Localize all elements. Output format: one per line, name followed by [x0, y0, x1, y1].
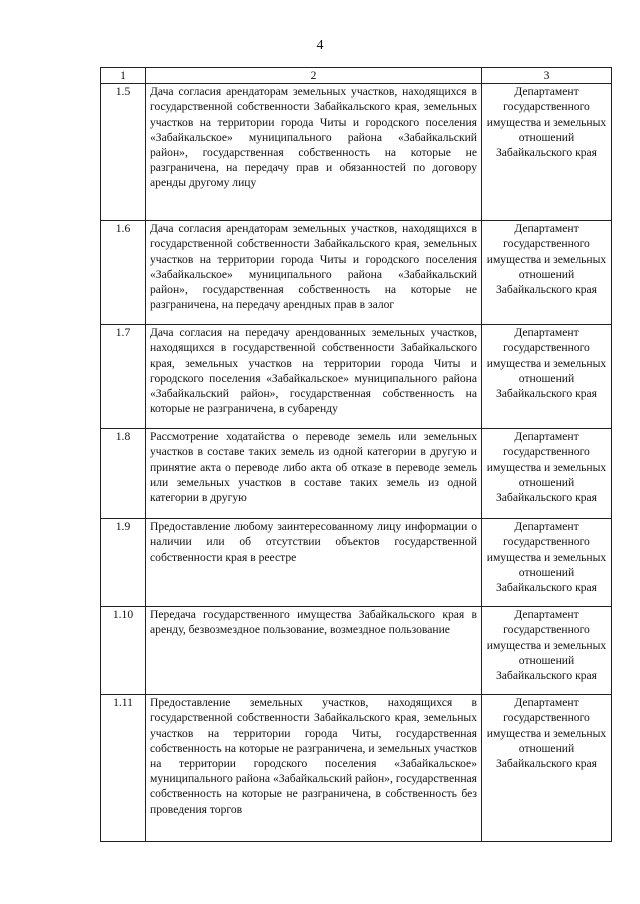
header-col-2: 2 [146, 68, 482, 84]
service-description: Дача согласия на передачу арендованных земельных участков, находящихся в государственной собственности Забайкальского края, земельных участков на территории города Читы и городского поселения «Забайкальское» муниципального района «Забайкальский район», государственная собственность на которые не разграничена, в субаренду [146, 325, 482, 429]
row-number: 1.9 [101, 519, 146, 607]
responsible-department: Департамент государственного имущества и земельных отношений Забайкальского края [482, 84, 612, 221]
service-description: Предоставление любому заинтересованному лицу информации о наличии или об отсутствии объектов государственной собственности края в реестре [146, 519, 482, 607]
row-number: 1.7 [101, 325, 146, 429]
services-table [100, 67, 612, 842]
responsible-department: Департамент государственного имущества и земельных отношений Забайкальского края [482, 695, 612, 842]
table-row [101, 221, 612, 325]
table-row [101, 84, 612, 221]
row-number: 1.11 [101, 695, 146, 842]
row-number: 1.5 [101, 84, 146, 221]
table-row [101, 695, 612, 842]
responsible-department: Департамент государственного имущества и земельных отношений Забайкальского края [482, 429, 612, 519]
service-description: Предоставление земельных участков, находящихся в государственной собственности Забайкальского края, земельных участков на территории города Читы, государственная собственность на которые не разграничена, и земельных участков на территории городского поселения «Забайкальское» муниципального района «Забайкальский район», государственная собственность на которые не разграничена, в собственность без проведения торгов [146, 695, 482, 842]
service-description: Дача согласия арендаторам земельных участков, находящихся в государственной собственности Забайкальского края, земельных участков на территории города Читы и городского поселения «Забайкальское» муниципального района «Забайкальский район», государственная собственность на которые не разграничена, на передачу арендных прав в залог [146, 221, 482, 325]
row-number: 1.10 [101, 607, 146, 695]
responsible-department: Департамент государственного имущества и земельных отношений Забайкальского края [482, 221, 612, 325]
page-number: 4 [316, 38, 324, 53]
header-col-3: 3 [482, 68, 612, 84]
responsible-department: Департамент государственного имущества и земельных отношений Забайкальского края [482, 325, 612, 429]
table-header-row [101, 68, 612, 84]
table-row [101, 607, 612, 695]
row-number: 1.6 [101, 221, 146, 325]
table-row [101, 519, 612, 607]
service-description: Передача государственного имущества Забайкальского края в аренду, безвозмездное пользование, возмездное пользование [146, 607, 482, 695]
row-number: 1.8 [101, 429, 146, 519]
service-description: Рассмотрение ходатайства о переводе земель или земельных участков в составе таких земель из одной категории в другую и принятие акта о переводе либо акта об отказе в переводе земель или земельных участков в составе таких земель из одной категории в другую [146, 429, 482, 519]
responsible-department: Департамент государственного имущества и земельных отношений Забайкальского края [482, 607, 612, 695]
table-row [101, 429, 612, 519]
header-col-1: 1 [101, 68, 146, 84]
responsible-department: Департамент государственного имущества и земельных отношений Забайкальского края [482, 519, 612, 607]
service-description: Дача согласия арендаторам земельных участков, находящихся в государственной собственности Забайкальского края, земельных участков на территории города Читы и городского поселения «Забайкальское» муниципального района «Забайкальский район», государственная собственность на которые не разграничена, на передачу прав и обязанностей по договору аренды другому лицу [146, 84, 482, 221]
table-row [101, 325, 612, 429]
